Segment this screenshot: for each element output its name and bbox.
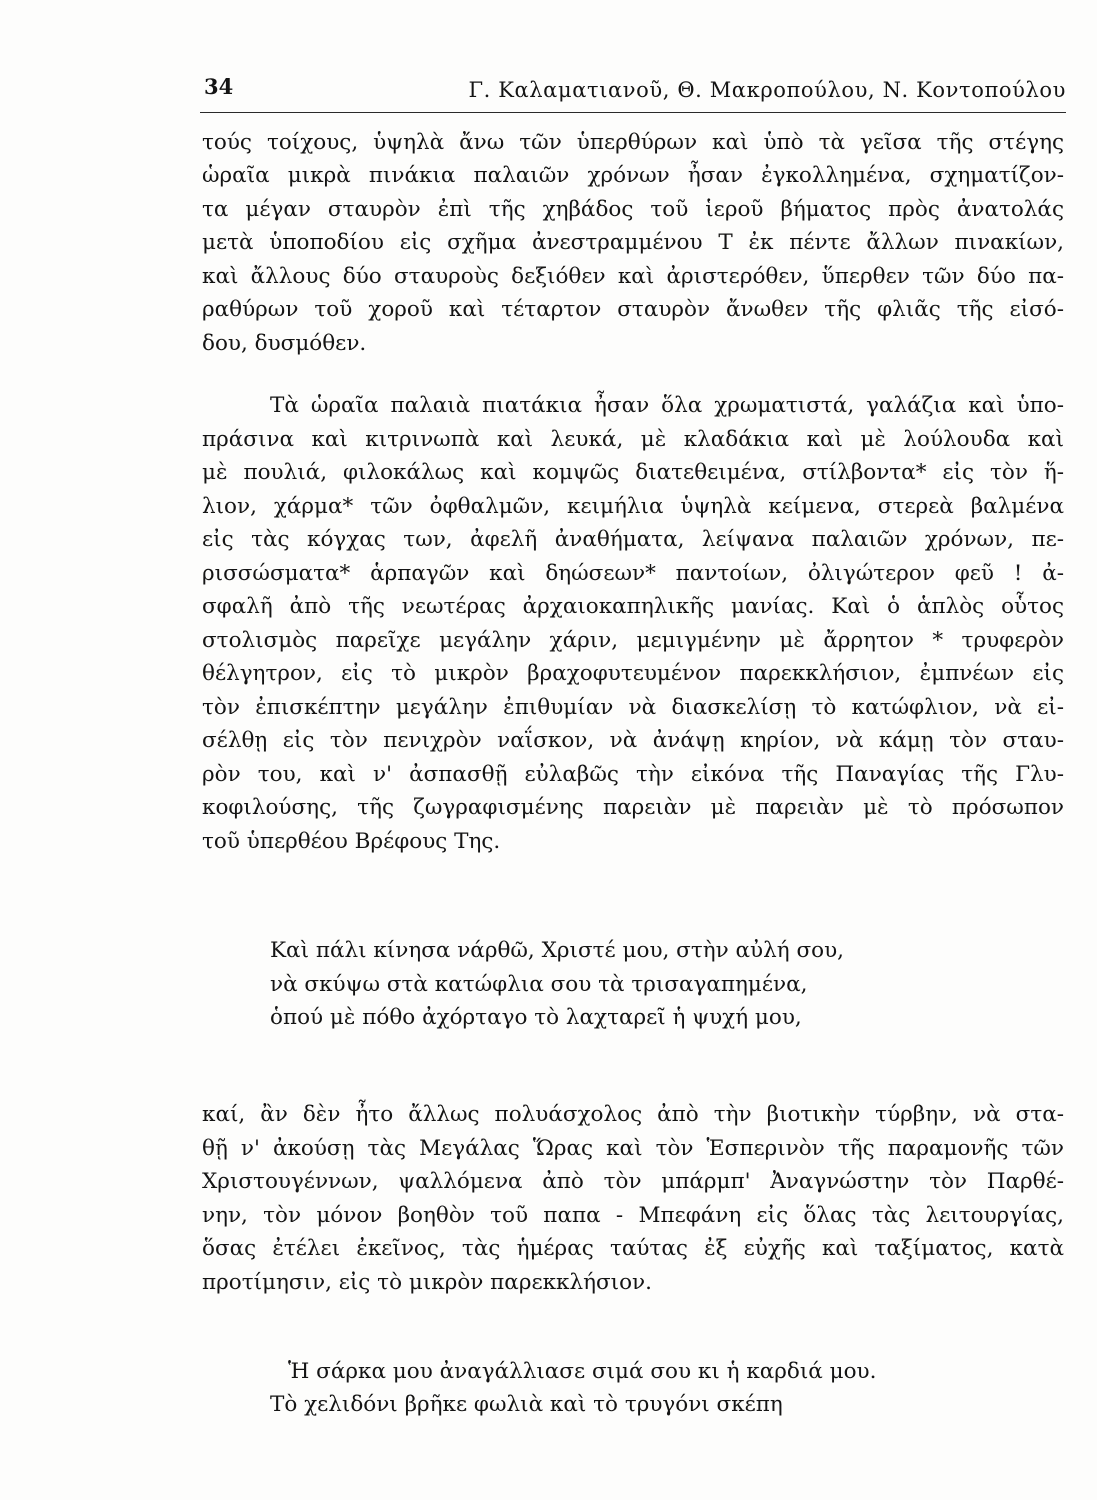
text-line: ὅσας ἐτέλει ἐκεῖνος, τὰς ἡμέρας ταύτας ἐξ εὐχῆς καὶ ταξίματος, κατὰ bbox=[202, 1236, 1064, 1261]
text-line: Χριστουγέννων, ψαλλόμενα ἀπὸ τὸν μπάρμπ' Ἀναγνώστην τὸν Παρθέ- bbox=[202, 1169, 1064, 1194]
text-line: θέλγητρον, εἰς τὸ μικρὸν βραχοφυτευμένον παρεκκλήσιον, ἐμπνέων εἰς bbox=[202, 661, 1064, 686]
text-line: σφαλῆ ἀπὸ τῆς νεωτέρας ἀρχαιοκαπηλικῆς μανίας. Καὶ ὁ ἁπλὸς οὗτος bbox=[202, 594, 1064, 619]
text-line: τὸν ἐπισκέπτην μεγάλην ἐπιθυμίαν νὰ διασκελίσῃ τὸ κατώφλιον, νὰ εἰ- bbox=[202, 695, 1064, 720]
text-line: τούς τοίχους, ὑψηλὰ ἄνω τῶν ὑπερθύρων καὶ ὑπὸ τὰ γεῖσα τῆς στέγης bbox=[202, 130, 1064, 155]
text-line: καὶ ἄλλους δύο σταυροὺς δεξιόθεν καὶ ἀριστερόθεν, ὕπερθεν τῶν δύο πα- bbox=[202, 264, 1064, 289]
text-line: πράσινα καὶ κιτρινωπὰ καὶ λευκά, μὲ κλαδάκια καὶ μὲ λούλουδα καὶ bbox=[202, 427, 1064, 452]
verse-line: Ἡ σάρκα μου ἀναγάλλιασε σιμά σου κι ἡ καρδιά μου. bbox=[288, 1359, 877, 1384]
text-line: προτίμησιν, εἰς τὸ μικρὸν παρεκκλήσιον. bbox=[202, 1270, 652, 1295]
verse-line: ὁπού μὲ πόθο ἀχόρταγο τὸ λαχταρεῖ ἡ ψυχή μου, bbox=[270, 1005, 802, 1030]
text-line: μὲ πουλιά, φιλοκάλως καὶ κομψῶς διατεθειμένα, στίλβοντα* εἰς τὸν ἥ- bbox=[202, 460, 1064, 485]
text-line: ραθύρων τοῦ χοροῦ καὶ τέταρτον σταυρὸν ἄνωθεν τῆς φλιᾶς τῆς εἰσό- bbox=[202, 297, 1064, 322]
text-line: μετὰ ὑποποδίου εἰς σχῆμα ἀνεστραμμένου Τ ἐκ πέντε ἄλλων πινακίων, bbox=[202, 230, 1064, 255]
page-header bbox=[200, 70, 1066, 113]
page-number: 34 bbox=[204, 74, 234, 99]
text-line: ὡραῖα μικρὰ πινάκια παλαιῶν χρόνων ἦσαν ἐγκολλημένα, σχηματίζον- bbox=[202, 163, 1064, 188]
verse-line: Καὶ πάλι κίνησα νάρθῶ, Χριστέ μου, στὴν αὐλή σου, bbox=[270, 938, 844, 963]
text-line: κοφιλούσης, τῆς ζωγραφισμένης παρειὰν μὲ παρειὰν μὲ τὸ πρόσωπον bbox=[202, 795, 1064, 820]
verse-line: νὰ σκύψω στὰ κατώφλια σου τὰ τρισαγαπημένα, bbox=[270, 972, 808, 997]
text-line: εἰς τὰς κόγχας των, ἀφελῆ ἀναθήματα, λείψανα παλαιῶν χρόνων, πε- bbox=[202, 527, 1064, 552]
text-line: ρισσώσματα* ἁρπαγῶν καὶ δηώσεων* παντοίων, ὀλιγώτερον φεῦ ! ἀ- bbox=[202, 561, 1064, 586]
text-line: ρὸν του, καὶ ν' ἀσπασθῇ εὐλαβῶς τὴν εἰκόνα τῆς Παναγίας τῆς Γλυ- bbox=[202, 762, 1064, 787]
text-line: Τὰ ὡραῖα παλαιὰ πιατάκια ἦσαν ὅλα χρωματιστά, γαλάζια καὶ ὑπο- bbox=[270, 393, 1064, 418]
text-line: λιον, χάρμα* τῶν ὀφθαλμῶν, κειμήλια ὑψηλὰ κείμενα, στερεὰ βαλμένα bbox=[202, 494, 1064, 519]
text-line: θῇ ν' ἀκούσῃ τὰς Μεγάλας Ὥρας καὶ τὸν Ἑσπερινὸν τῆς παραμονῆς τῶν bbox=[202, 1136, 1064, 1161]
text-line: καί, ἂν δὲν ἦτο ἄλλως πολυάσχολος ἀπὸ τὴν βιοτικὴν τύρβην, νὰ στα- bbox=[202, 1102, 1064, 1127]
running-title: Γ. Καλαματιανοῦ, Θ. Μακροπούλου, Ν. Κοντοπούλου bbox=[468, 78, 1066, 102]
verse-line: Τὸ χελιδόνι βρῆκε φωλιὰ καὶ τὸ τρυγόνι σκέπη bbox=[270, 1392, 783, 1417]
text-line: σέλθῃ εἰς τὸν πενιχρὸν ναΐσκον, νὰ ἀνάψῃ κηρίον, νὰ κάμῃ τὸν σταυ- bbox=[202, 728, 1064, 753]
text-line: τοῦ ὑπερθέου Βρέφους Της. bbox=[202, 829, 501, 854]
text-line: δου, δυσμόθεν. bbox=[202, 331, 367, 356]
text-line: στολισμὸς παρεῖχε μεγάλην χάριν, μεμιγμένην μὲ ἄρρητον * τρυφερὸν bbox=[202, 628, 1064, 653]
text-line: νην, τὸν μόνον βοηθὸν τοῦ παπα - Μπεφάνη εἰς ὅλας τὰς λειτουργίας, bbox=[202, 1203, 1064, 1228]
text-line: τα μέγαν σταυρὸν ἐπὶ τῆς χηβάδος τοῦ ἱεροῦ βήματος πρὸς ἀνατολάς bbox=[202, 197, 1064, 222]
